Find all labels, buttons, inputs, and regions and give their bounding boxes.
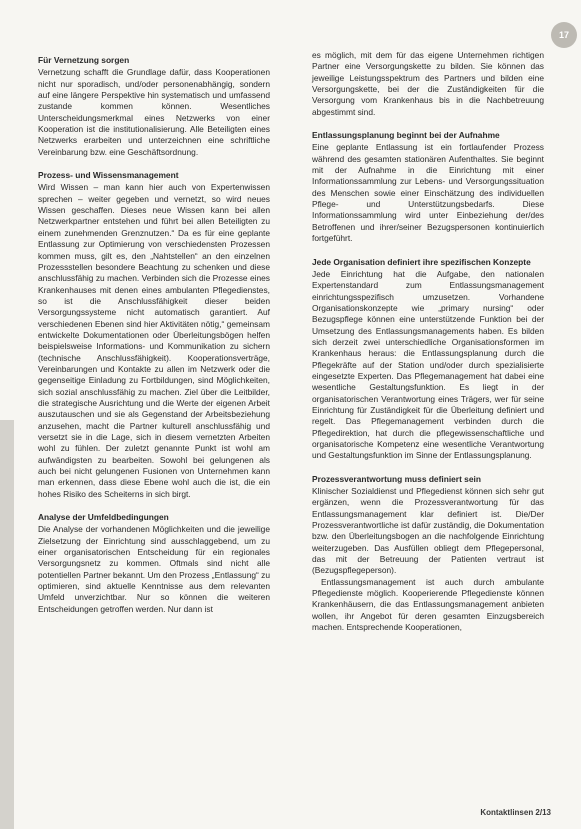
section-body: Die Analyse der vorhandenen Möglichkeiten und die jeweilige Zielsetzung der Einrichtung sind ausschlaggebend, um zu einer organisatorischen Entscheidung für ein regionales Versorgungsnetz zu kommen. Oftmals sind nicht alle potentiellen Partner bekannt. Um den Prozess „Entlassung“ zu optimieren, sind aktuelle Kenntnisse aus dem relevanten Umfeld unverzichtbar. Nur so können die weiteren Entscheidungen getroffen werden. Nur dann ist: [38, 524, 270, 614]
section-body: Entlassungsmanagement ist auch durch ambulante Pflegedienste möglich. Kooperierende Pflegedienste können Krankenhäusern, die das Entlassungsmanagement anbieten wollen, ihr Angebot für deren gesamten Einzugsbereich machen. Entsprechende Kooperationen,: [312, 576, 544, 633]
right-column: [312, 50, 544, 634]
section-heading: Entlassungsplanung beginnt bei der Aufnahme: [312, 130, 500, 141]
section-body: Wird Wissen – man kann hier auch von Expertenwissen sprechen – weiter gegeben und vernetzt, so wird neues Wissen geschaffen. Dieses neue Wissen kann bei allen Netzwerkpartner entstehen und führt bei allen Beteiligten zu einem zunehmenden Grenznutzen.“ Da es für eine geplante Entlassung zur Optimierung von verschiedensten Prozessen kommen muss, gilt es, den „Nahtstellen“ an den einzelnen Prozessstellen besondere Beachtung zu schenken und diese anschlussfähig zu machen. Verbinden sich die Prozesse eines Krankenhauses mit denen eines ambulanten Pflegedienstes, so ist die Anschlussfähigkeit dieser beiden Versorgungssysteme nicht automatisch garantiert. Auf verschiedenen Ebenen sind hier Aktivitäten nötig,“ gemeinsam entwickelte Dokumentationen oder Überleitungsbögen helfen beispielsweise Informations- und Kommunikation zu sichern (technische Anschlussfähigkeit). Kooperationsverträge, Vereinbarungen und Kontakte zu allen im Netzwerk oder die gegenseitige Einladung zu Fortbildungen, sind Möglichkeiten, sich sozial anschlussfähig zu machen. Ziel über die Leitbilder, die strategische Ausrichtung und die Werte der eigenen Arbeit auszutauschen und sie als Gegenstand der Arbeitsbeziehung anzusehen, macht die Partner kulturell anschlussfähig und versetzt sie in die Lage, sich in diesem vernetzten Arbeiten wohl zu fühlen. Der zuletzt genannte Punkt ist wohl am aufwändigsten zu bearbeiten. Sowohl bei gelungenen als auch bei nicht gelungenen Fusionen von Unternehmen kann man erkennen, dass diese Ebene wohl auch die ist, die ein hohes Risiko des Scheiterns in sich birgt.: [38, 182, 270, 499]
section-heading: Für Vernetzung sorgen: [38, 55, 130, 65]
section-body: Eine geplante Entlassung ist ein fortlaufender Prozess während des gesamten stationären Aufenthaltes. Sie beginnt mit der Aufnahme in die Einrichtung mit einer Informationssammlung zur Lebens- und Versorgungssituation des Menschen sowie einer Einschätzung des individuellen Pflege- und Unterstützungsbedarfs. Diese Informationssammlung wird unter Einbeziehung der/des Betroffenen und ihrer/seiner Bezugspersonen kontinuierlich fortgeführt.: [312, 142, 544, 244]
section-heading: Prozess- und Wissensmanagement: [38, 170, 179, 181]
left-column: [38, 55, 270, 615]
page-number-badge: 17: [551, 22, 577, 48]
section-body: Klinischer Sozialdienst und Pflegedienst können sich sehr gut ergänzen, wenn die Prozessverantwortung für das Entlassungsmanagement klar definiert ist. Die/Der Prozessverantwortliche ist dafür zuständig, die Dokumentation bzw. den Überleitungsbogen an die nachfolgende Einrichtung weiterzugeben. Das Ausfüllen obliegt dem Pflegepersonal, das mit der Betreuung der Patienten vertraut ist (Bezugspflegeperson).: [312, 486, 544, 576]
page-footer: Kontaktlinsen 2/13: [480, 808, 551, 817]
section-body: Jede Einrichtung hat die Aufgabe, den nationalen Expertenstandard zum Entlassungsmanagement einrichtungsspezifisch umzusetzen. Vorhandene Organisationskonzepte wie „primary nursing“ oder Bezugspflege können eine unterstützende Funktion bei der Umsetzung des Entlassungsmanagements haben. Es bilden sich derzeit zwei unterschiedliche Organisationsformen im Krankenhaus heraus: die Entlassungsplanung durch die Pflegekräfte auf der Station und/oder durch spezialisierte eingesetzte Experten. Das Pflegemanagement hat dabei eine wesentliche Gestaltungsfunktion. Es liegt in der organisatorischen Verantwortung eines Trägers, wer für seine Einrichtung für Zuständigkeit für die Überleitung definiert und regelt. Das Pflegemanagement verbinden durch die Pflegedirektion, hat durch die pflegewissenschaftliche und organisatorische Kompetenz eine wesentliche Verantwortung und Gestaltungsfunktion im Sinne der Entlassungsplanung.: [312, 268, 544, 461]
section-heading: Analyse der Umfeldbedingungen: [38, 512, 169, 523]
section-heading: Prozessverantwortung muss definiert sein: [312, 473, 481, 484]
section-body: Vernetzung schafft die Grundlage dafür, dass Kooperationen nicht nur sporadisch, und/oder personenabhängig, sondern auf eine längere Perspektive hin systematisch und umfassend zustande kommen können. Wesentliches Unterscheidungsmerkmal eines Netzwerks von einer Kooperation ist die institutionalisierung. Alle Beteiligten eines Netzwerks erarbeiten und unterzeichnen eine schriftliche Vereinbarung bzw. eine Geschäftsordnung.: [38, 67, 270, 157]
section-body: es möglich, mit dem für das eigene Unternehmen richtigen Partner eine Versorgungskette zu bilden. Sie können das jeweilige Leistungsspektrum des Partners und bilden eine Versorgungskette, bei der die Zuständigkeiten für die Versorgung vom Krankenhaus bis in die Nachbetreuung abgestimmt sind.: [312, 50, 544, 117]
page-edge-strip: [0, 420, 14, 829]
section-heading: Jede Organisation definiert ihre spezifischen Konzepte: [312, 256, 531, 267]
